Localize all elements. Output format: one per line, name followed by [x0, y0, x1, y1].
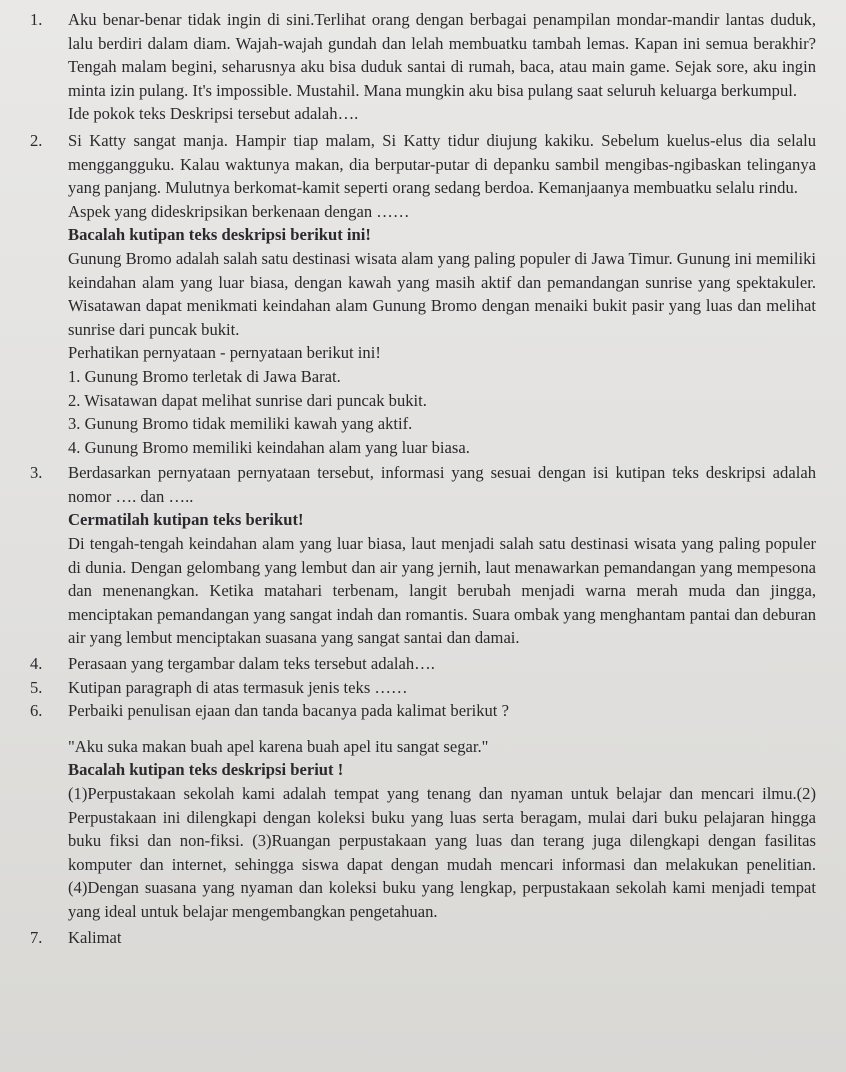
- question-number: 7.: [30, 927, 43, 947]
- beach-section: [14, 508, 816, 650]
- library-section: [14, 758, 816, 923]
- question-5-text: Kutipan paragraph di atas termasuk jenis teks ……: [68, 677, 408, 697]
- question-6-sentence: "Aku suka makan buah apel karena buah apel itu sangat segar.": [68, 736, 489, 756]
- bromo-section: [14, 223, 816, 459]
- question-number: 6.: [30, 701, 43, 721]
- question-5: [14, 676, 816, 700]
- statements-intro: Perhatikan pernyataan - pernyataan berikut ini!: [68, 343, 381, 363]
- bromo-heading: Bacalah kutipan teks deskripsi berikut ini!: [68, 225, 371, 245]
- question-number: 2.: [30, 130, 43, 150]
- question-2-passage: Si Katty sangat manja. Hampir tiap malam, Si Katty tidur diujung kakiku. Sebelum kuelus-elus dia selalu menggangguku. Kalau waktunya makan, dia berputar-putar di depanku sambil mengibas-ngibaskan telinganya yang panjang. Mulutnya berkomat-kamit seperti orang sedang berdoa. Kemanjaanya membuatku selalu rindu.: [68, 130, 816, 198]
- beach-passage: Di tengah-tengah keindahan alam yang luar biasa, laut menjadi salah satu destinasi wisata yang paling populer di dunia. Dengan gelombang yang lembut dan air yang jernih, laut menawarkan pemandangan yang mempesona dan menenangkan. Ketika matahari terbenam, langit berubah menjadi warna merah muda dan jingga, menciptakan pemandangan yang sangat indah dan romantis. Suara ombak yang menghantam pantai dan deburan air yang lembut menciptakan suasana yang sangat santai dan damai.: [68, 534, 816, 648]
- question-7: [14, 926, 816, 950]
- question-2-prompt: Aspek yang dideskripsikan berkenaan dengan ……: [68, 201, 410, 221]
- beach-heading: Cermatilah kutipan teks berikut!: [68, 510, 304, 530]
- library-passage: (1)Perpustakaan sekolah kami adalah tempat yang tenang dan nyaman untuk belajar dan mencari ilmu.(2) Perpustakaan ini dilengkapi dengan koleksi buku yang luas serta beragam, mulai dari buku pelajaran hingga buku fiksi dan non-fiksi. (3)Ruangan perpustakaan yang luas dan terang juga dilengkapi dengan fasilitas komputer dan internet, sehingga siswa dapat dengan mudah mencari informasi dan melakukan penelitian. (4)Dengan suasana yang nyaman dan koleksi buku yang lengkap, perpustakaan sekolah kami menjadi tempat yang ideal untuk belajar mengembangkan pengetahuan.: [68, 784, 816, 921]
- question-number: 1.: [30, 10, 43, 29]
- question-4-text: Perasaan yang tergambar dalam teks tersebut adalah….: [68, 654, 435, 674]
- question-1: [14, 8, 816, 126]
- question-2: [14, 129, 816, 223]
- question-1-passage: Aku benar-benar tidak ingin di sini.Terlihat orang dengan berbagai penampilan mondar-mandir lantas duduk, lalu berdiri dalam diam. Wajah-wajah gundah dan lelah membuatku tambah lemas. Kapan ini semua berakhir? Tengah malam begini, seharusnya aku bisa duduk santai di rumah, baca, atau main game. Sejak sore, aku ingin minta izin pulang. It's impossible. Mustahil. Mana mungkin aku bisa pulang saat seluruh keluarga berkumpul.: [68, 10, 816, 100]
- statement-item: 1. Gunung Bromo terletak di Jawa Barat.: [68, 366, 341, 386]
- statement-item: 2. Wisatawan dapat melihat sunrise dari puncak bukit.: [68, 390, 427, 410]
- question-6: [14, 699, 816, 758]
- question-7-text: Kalimat: [68, 927, 122, 947]
- library-heading: Bacalah kutipan teks deskripsi beriut !: [68, 760, 344, 780]
- bromo-passage: Gunung Bromo adalah salah satu destinasi wisata alam yang paling populer di Jawa Timur. Gunung ini memiliki keindahan alam yang luar biasa, dengan kawah yang masih aktif dan pemandangan sunrise yang spektakuler. Wisatawan dapat menikmati keindahan alam Gunung Bromo dengan menaiki bukit pasir yang luas dan melihat sunrise dari puncak bukit.: [68, 248, 816, 339]
- statement-item: 3. Gunung Bromo tidak memiliki kawah yang aktif.: [68, 414, 413, 434]
- question-number: 3.: [30, 463, 43, 483]
- question-4: [14, 652, 816, 676]
- question-3: [14, 461, 816, 508]
- question-number: 5.: [30, 677, 43, 697]
- question-1-prompt: Ide pokok teks Deskripsi tersebut adalah….: [68, 104, 359, 124]
- question-6-text: Perbaiki penulisan ejaan dan tanda bacanya pada kalimat berikut ?: [68, 701, 509, 721]
- statement-item: 4. Gunung Bromo memiliki keindahan alam yang luar biasa.: [68, 437, 470, 457]
- question-3-text: Berdasarkan pernyataan pernyataan tersebut, informasi yang sesuai dengan isi kutipan teks deskripsi adalah nomor …. dan …..: [68, 463, 816, 506]
- question-number: 4.: [30, 654, 43, 674]
